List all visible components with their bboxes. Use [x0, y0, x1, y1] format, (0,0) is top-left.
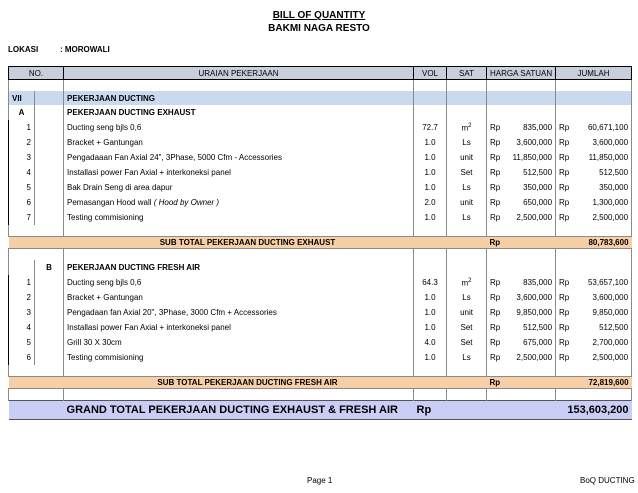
item-unit-text: unit [460, 308, 473, 317]
table-row [9, 135, 632, 150]
item-description-text: Bracket + Gantungan [67, 138, 143, 147]
item-total-currency: Rp [556, 195, 572, 210]
item-description-text: Bak Drain Seng di area dapur [67, 183, 173, 192]
item-unit-price: 3,600,000 [503, 135, 556, 150]
item-number: 6 [9, 350, 35, 365]
item-unit-text: unit [460, 198, 473, 207]
item-total-currency: Rp [556, 275, 572, 290]
item-unit [447, 305, 487, 320]
item-note: ( Hood by Owner ) [153, 198, 220, 207]
item-number: 4 [9, 165, 35, 180]
item-volume: 4.0 [414, 335, 447, 350]
table-row [9, 335, 632, 350]
item-price-currency: Rp [487, 150, 503, 165]
item-description-text: Bracket + Gantungan [67, 293, 143, 302]
item-unit-text: Ls [462, 183, 471, 192]
grand-total-value: 153,603,200 [487, 401, 632, 420]
item-unit-price: 2,500,000 [503, 350, 556, 365]
item-unit [447, 320, 487, 335]
unit-superscript: 2 [468, 122, 472, 129]
item-unit-text: Ls [462, 353, 471, 362]
item-unit-text: m [461, 123, 469, 133]
document-footer-name: BoQ DUCTING [580, 476, 635, 485]
grand-total-currency: Rp [414, 401, 487, 420]
item-unit [447, 195, 487, 210]
item-volume: 1.0 [414, 135, 447, 150]
grand-total-row [9, 401, 632, 420]
item-description [64, 195, 414, 210]
item-description-text: Testing commisioning [67, 353, 144, 362]
item-description-text: Installasi power Fan Axial + interkoneksi panel [67, 323, 231, 332]
item-number: 4 [9, 320, 35, 335]
item-description-text: Ducting seng bjls 0,6 [67, 123, 142, 132]
item-total: 350,000 [572, 180, 632, 195]
item-volume: 72.7 [414, 120, 447, 135]
spacer-row [9, 249, 632, 261]
item-total: 60,671,100 [572, 120, 632, 135]
item-description-text: Pengadaan fan Axial 20", 3Phase, 3000 Cfm + Accessories [67, 308, 277, 317]
item-description-text: Testing commisioning [67, 213, 144, 222]
item-volume: 2.0 [414, 195, 447, 210]
item-price-currency: Rp [487, 335, 503, 350]
item-unit-price: 835,000 [503, 275, 556, 290]
item-unit-price: 9,850,000 [503, 305, 556, 320]
item-total-currency: Rp [556, 120, 572, 135]
location-label: LOKASI [8, 45, 39, 54]
item-price-currency: Rp [487, 275, 503, 290]
col-jumlah: JUMLAH [556, 67, 632, 80]
section-code: VII [9, 91, 35, 105]
item-total-currency: Rp [556, 290, 572, 305]
subtotal-exhaust-currency: Rp [487, 237, 556, 249]
item-total: 3,600,000 [572, 290, 632, 305]
item-number: 2 [9, 290, 35, 305]
item-description [64, 150, 414, 165]
item-description-text: Ducting seng bjls 0,6 [67, 278, 142, 287]
item-total-currency: Rp [556, 135, 572, 150]
item-description-text: Pengadaaan Fan Axial 24", 3Phase, 5000 Cfm - Accessories [67, 153, 282, 162]
item-number: 1 [9, 120, 35, 135]
item-total: 2,500,000 [572, 210, 632, 225]
item-unit-text: Ls [462, 293, 471, 302]
item-price-currency: Rp [487, 120, 503, 135]
item-unit-price: 11,850,000 [503, 150, 556, 165]
item-volume: 64.3 [414, 275, 447, 290]
item-unit-price: 650,000 [503, 195, 556, 210]
item-number: 1 [9, 275, 35, 290]
subtotal-exhaust-row [9, 237, 632, 249]
item-number: 3 [9, 150, 35, 165]
item-total: 2,700,000 [572, 335, 632, 350]
item-description [64, 305, 414, 320]
item-volume: 1.0 [414, 305, 447, 320]
table-row [9, 305, 632, 320]
item-description [64, 210, 414, 225]
item-total: 11,850,000 [572, 150, 632, 165]
spacer-row [9, 389, 632, 401]
item-total: 53,657,100 [572, 275, 632, 290]
item-unit-text: Ls [462, 213, 471, 222]
subtotal-fresh-air-currency: Rp [487, 377, 556, 389]
item-number: 7 [9, 210, 35, 225]
group-a-code: A [9, 105, 35, 120]
item-total-currency: Rp [556, 335, 572, 350]
item-total: 512,500 [572, 320, 632, 335]
unit-superscript: 2 [468, 277, 472, 284]
item-unit-price: 835,000 [503, 120, 556, 135]
table-row [9, 120, 632, 135]
group-a-title: PEKERJAAN DUCTING EXHAUST [64, 105, 414, 120]
location-value: : MOROWALI [60, 45, 110, 54]
item-volume: 1.0 [414, 210, 447, 225]
table-row [9, 320, 632, 335]
item-unit-text: Set [460, 168, 473, 177]
item-volume: 1.0 [414, 290, 447, 305]
document-title: BILL OF QUANTITY [272, 10, 366, 21]
table-row [9, 290, 632, 305]
spacer-row [9, 225, 632, 237]
item-total: 3,600,000 [572, 135, 632, 150]
item-description-text: Installasi power Fan Axial + interkoneksi panel [67, 168, 231, 177]
col-vol: VOL [414, 67, 447, 80]
group-b-items [9, 275, 632, 365]
item-price-currency: Rp [487, 350, 503, 365]
item-unit [447, 335, 487, 350]
item-unit [447, 180, 487, 195]
item-description [64, 165, 414, 180]
col-sat: SAT [447, 67, 487, 80]
item-price-currency: Rp [487, 165, 503, 180]
item-unit [447, 210, 487, 225]
item-price-currency: Rp [487, 290, 503, 305]
group-b-header [9, 260, 632, 275]
table-row [9, 275, 632, 290]
table-row [9, 150, 632, 165]
group-b-title: PEKERJAAN DUCTING FRESH AIR [64, 260, 414, 275]
item-unit-price: 675,000 [503, 335, 556, 350]
subtotal-fresh-air-label: SUB TOTAL PEKERJAAN DUCTING FRESH AIR [9, 377, 487, 389]
location-line [8, 45, 110, 54]
item-unit [447, 150, 487, 165]
item-price-currency: Rp [487, 210, 503, 225]
item-total: 512,500 [572, 165, 632, 180]
item-unit-price: 2,500,000 [503, 210, 556, 225]
group-b-code: B [35, 260, 64, 275]
item-total: 9,850,000 [572, 305, 632, 320]
item-unit [447, 290, 487, 305]
item-total-currency: Rp [556, 305, 572, 320]
item-description-text: Pemasangan Hood wall [67, 198, 154, 207]
group-a-items [9, 120, 632, 225]
table-row [9, 195, 632, 210]
item-number: 5 [9, 180, 35, 195]
item-volume: 1.0 [414, 350, 447, 365]
item-number: 3 [9, 305, 35, 320]
page-number: Page 1 [307, 476, 333, 485]
item-unit [447, 120, 487, 135]
group-a-header [9, 105, 632, 120]
section-title: PEKERJAAN DUCTING [64, 91, 414, 105]
col-description: URAIAN PEKERJAAN [64, 67, 414, 80]
item-unit [447, 165, 487, 180]
item-description [64, 335, 414, 350]
item-unit-price: 512,500 [503, 165, 556, 180]
item-number: 5 [9, 335, 35, 350]
item-unit-text: Set [460, 323, 473, 332]
item-unit-text: Set [460, 338, 473, 347]
document-subtitle: BAKMI NAGA RESTO [268, 23, 370, 34]
item-volume: 1.0 [414, 165, 447, 180]
item-volume: 1.0 [414, 180, 447, 195]
table-row [9, 165, 632, 180]
subtotal-exhaust-label: SUB TOTAL PEKERJAAN DUCTING EXHAUST [9, 237, 487, 249]
item-unit [447, 350, 487, 365]
subtotal-fresh-air-row [9, 377, 632, 389]
item-description [64, 275, 414, 290]
item-volume: 1.0 [414, 150, 447, 165]
item-description [64, 350, 414, 365]
item-description [64, 135, 414, 150]
item-total-currency: Rp [556, 350, 572, 365]
item-unit-price: 3,600,000 [503, 290, 556, 305]
grand-total-label: GRAND TOTAL PEKERJAAN DUCTING EXHAUST & FRESH AIR [64, 401, 414, 420]
item-number: 2 [9, 135, 35, 150]
item-total-currency: Rp [556, 320, 572, 335]
boq-table [8, 66, 632, 420]
column-header-row [9, 67, 632, 80]
subtotal-fresh-air-value: 72,819,600 [556, 377, 632, 389]
item-number: 6 [9, 195, 35, 210]
item-unit-text: m [461, 278, 469, 288]
table-row [9, 350, 632, 365]
item-total: 2,500,000 [572, 350, 632, 365]
subtotal-exhaust-value: 80,783,600 [556, 237, 632, 249]
item-unit-text: unit [460, 153, 473, 162]
item-unit [447, 275, 487, 290]
item-description [64, 180, 414, 195]
item-total-currency: Rp [556, 150, 572, 165]
item-volume: 1.0 [414, 320, 447, 335]
item-description [64, 290, 414, 305]
spacer-row [9, 365, 632, 377]
col-harga-satuan: HARGA SATUAN [487, 67, 556, 80]
col-no: NO. [9, 67, 64, 80]
spacer-row [9, 80, 632, 92]
item-price-currency: Rp [487, 305, 503, 320]
item-price-currency: Rp [487, 180, 503, 195]
item-unit-price: 350,000 [503, 180, 556, 195]
item-total-currency: Rp [556, 165, 572, 180]
table-row [9, 210, 632, 225]
section-row [9, 91, 632, 105]
item-price-currency: Rp [487, 195, 503, 210]
item-total: 1,300,000 [572, 195, 632, 210]
item-total-currency: Rp [556, 180, 572, 195]
item-price-currency: Rp [487, 320, 503, 335]
item-description-text: Grill 30 X 30cm [67, 338, 122, 347]
item-description [64, 320, 414, 335]
table-row [9, 180, 632, 195]
item-total-currency: Rp [556, 210, 572, 225]
item-description [64, 120, 414, 135]
item-unit [447, 135, 487, 150]
item-unit-price: 512,500 [503, 320, 556, 335]
item-unit-text: Ls [462, 138, 471, 147]
item-price-currency: Rp [487, 135, 503, 150]
